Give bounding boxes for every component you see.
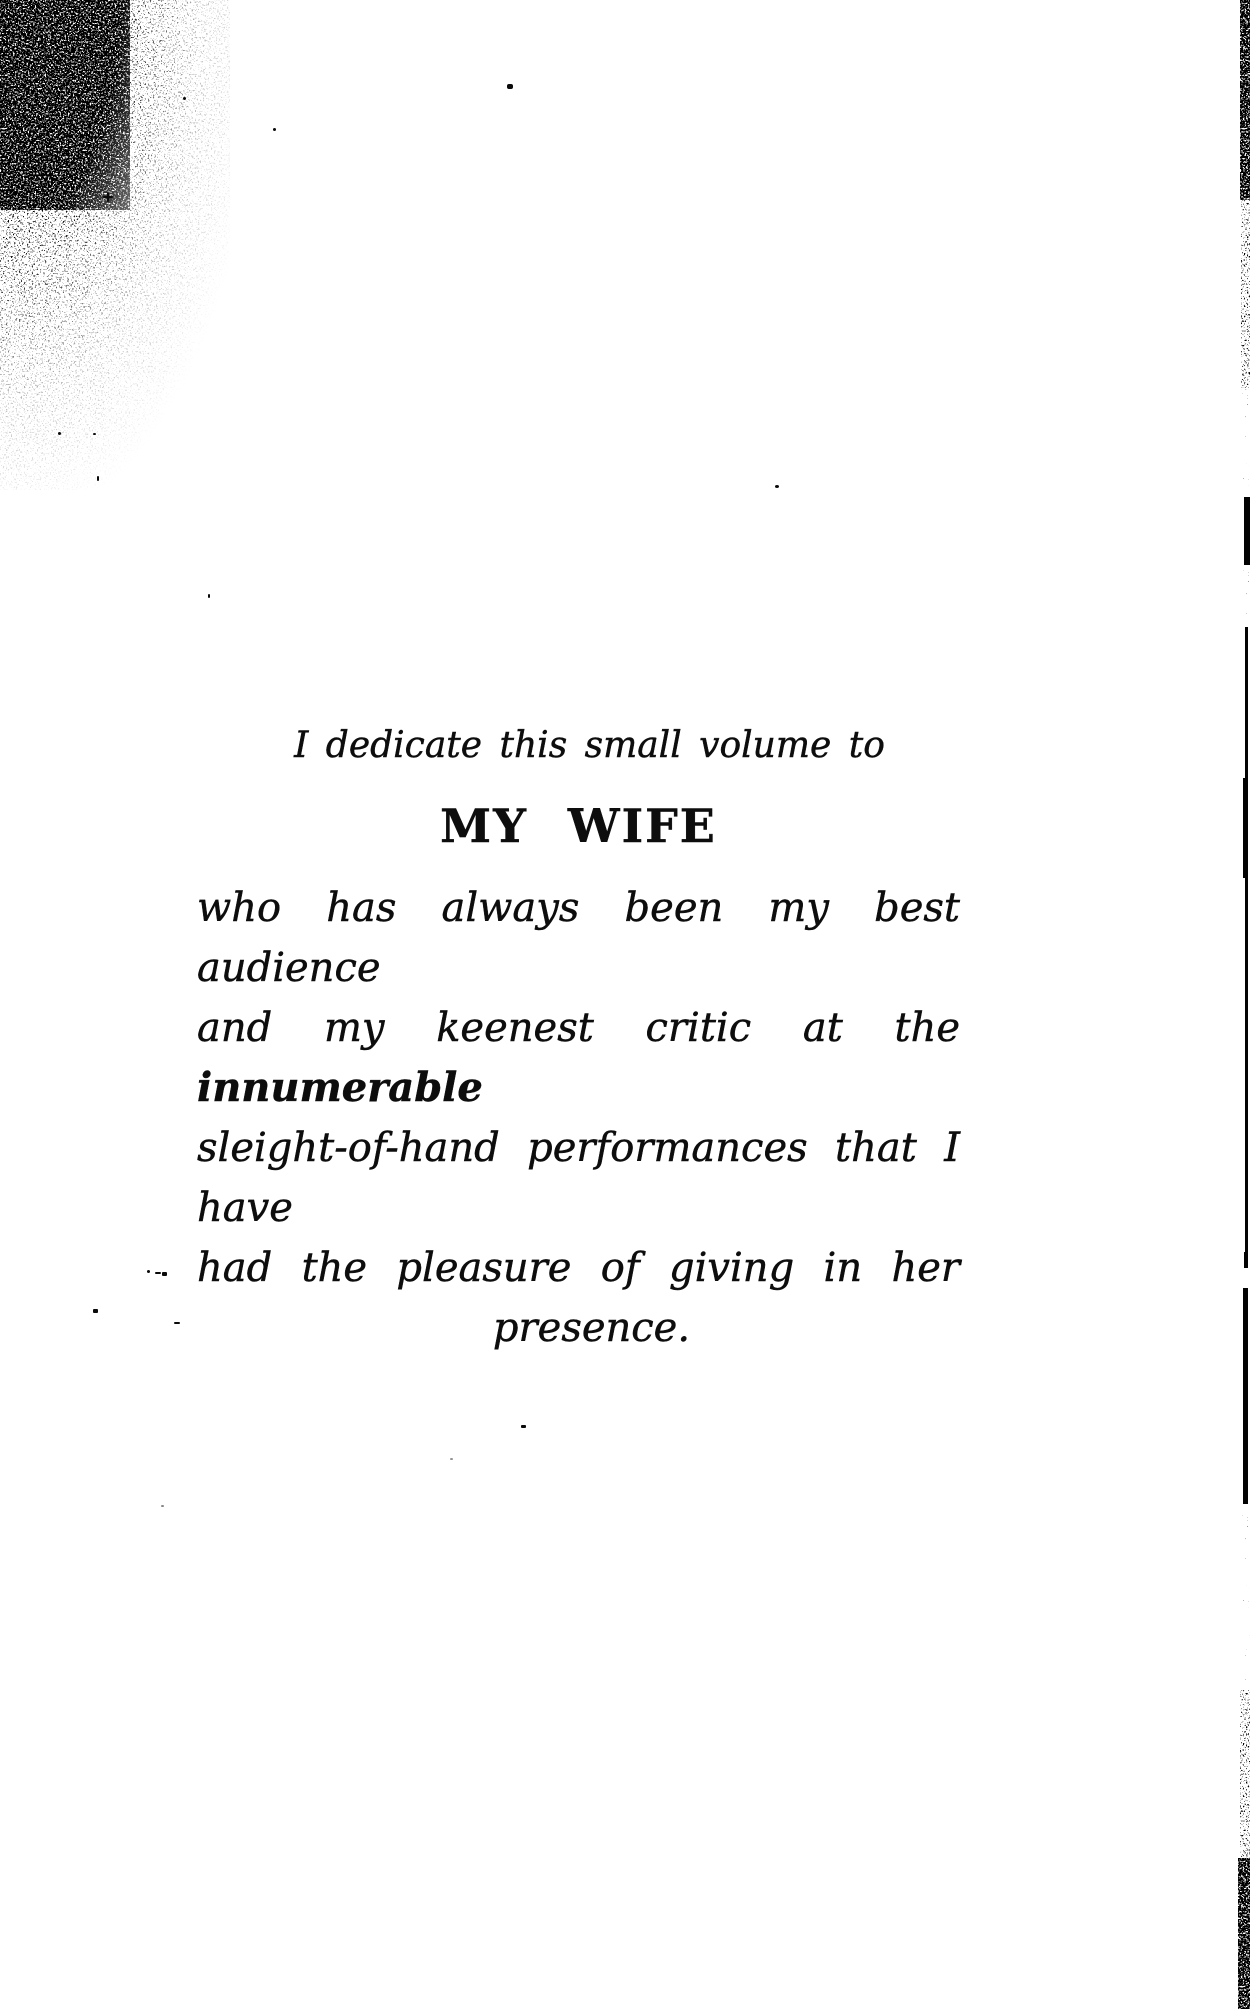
scan-speck: [521, 1425, 526, 1428]
scanner-edge-noise: [1240, 0, 1250, 200]
scan-speck: [174, 1322, 180, 1324]
scanner-edge-bar: [1244, 1252, 1248, 1268]
dedication-intro: I dedicate this small volume to: [294, 725, 885, 766]
dedication-line-4: had the pleasure of giving in her: [197, 1245, 960, 1291]
dedication-line-5: presence.: [492, 1305, 691, 1351]
dedicatee-title: MY WIFE: [440, 799, 717, 853]
scan-speck: [58, 432, 61, 435]
scanner-edge-noise: [1240, 1690, 1250, 1860]
scan-speck: [775, 485, 779, 488]
dedication-line-2: [197, 998, 960, 1118]
scanner-edge-line: [1245, 627, 1248, 1252]
scan-speck: [161, 1505, 164, 1507]
scanner-edge-noise: [1242, 1512, 1250, 1702]
scan-speck: [93, 1309, 98, 1313]
scanner-edge-noise: [1241, 200, 1250, 390]
scan-speck: [183, 97, 186, 100]
scan-speck: [507, 84, 513, 89]
scan-speck: [147, 1270, 150, 1273]
scanner-edge-noise: [1242, 390, 1250, 505]
dedication-body: [197, 878, 960, 1358]
scan-speck: [208, 594, 210, 598]
scan-speck: [450, 1458, 453, 1460]
scan-speck: [107, 192, 109, 202]
scanner-edge-bar: [1243, 1288, 1248, 1504]
dedication-block: [197, 718, 960, 1358]
scanner-edge-noise: [1238, 1858, 1250, 2009]
dedication-line-3: sleight-of-hand performances that I have: [197, 1125, 960, 1231]
scan-speck: [93, 433, 96, 435]
scan-speck: [162, 1272, 167, 1276]
scan-speck: [273, 128, 276, 131]
scan-speck: [155, 1272, 161, 1274]
scanner-edge-bar: [1244, 497, 1250, 565]
dedication-line-1: who has always been my best audience: [197, 885, 960, 991]
scan-speck: [97, 476, 99, 481]
dedication-line-2-text: and my keenest critic at the: [197, 1005, 960, 1051]
scanner-edge-noise: [1243, 567, 1249, 625]
scan-noise-topleft-dense: [0, 0, 130, 210]
dedication-line-2-emphasis: innumerable: [197, 1064, 483, 1111]
scanner-edge-line-thick: [1243, 778, 1248, 878]
